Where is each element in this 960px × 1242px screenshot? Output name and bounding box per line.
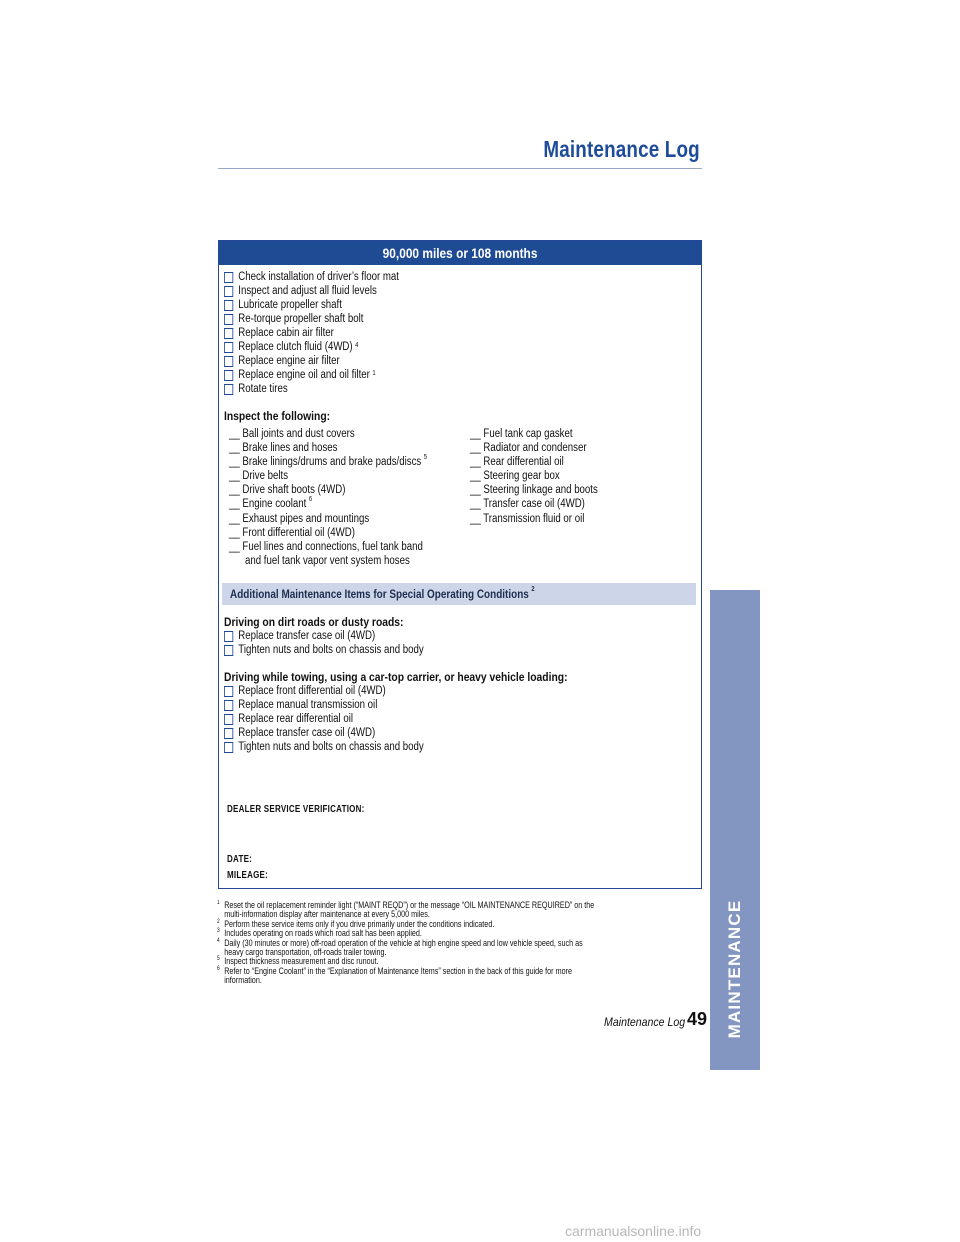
- mileage-label: MILEAGE:: [227, 870, 269, 881]
- footnote-ref: 1: [372, 370, 376, 377]
- checklist-item-text: Replace transfer case oil (4WD): [238, 630, 376, 642]
- checklist-item: [224, 684, 424, 698]
- maintenance-log-box: [218, 240, 702, 889]
- footnote-text-continued: information.: [224, 975, 262, 986]
- page-title: Maintenance Log: [543, 136, 700, 162]
- inspect-item-text: __ Drive shaft boots (4WD): [229, 484, 346, 497]
- checkbox[interactable]: [224, 384, 233, 395]
- checkbox[interactable]: [224, 728, 233, 739]
- footer-section-label: Maintenance Log: [603, 1015, 685, 1029]
- inspect-item-text: __ Ball joints and dust covers: [229, 428, 355, 440]
- footnote-text: Daily (30 minutes or more) off-road operation of the vehicle at high engine speed and low vehicle speed, such as: [224, 937, 583, 948]
- inspect-item-text: __ Steering linkage and boots: [470, 484, 598, 497]
- additional-maintenance-band: [222, 583, 696, 605]
- additional-maintenance-title: Additional Maintenance Items for Special Operating Conditions $^2$: [230, 586, 535, 601]
- checklist-item: [224, 643, 424, 657]
- inspect-item-continued: and fuel tank vapor vent system hoses: [244, 554, 410, 567]
- footnote-text: Refer to “Engine Coolant” in the “Explanation of Maintenance Items” section in the back of this guide for more: [224, 965, 572, 976]
- checklist-item-text: Replace transfer case oil (4WD): [238, 727, 376, 739]
- checklist-item-text: Tighten nuts and bolts on chassis and body: [238, 644, 424, 656]
- inspect-item: [229, 540, 427, 568]
- inspect-item-text: __ Engine coolant: [229, 498, 307, 511]
- checklist-item-text: Replace manual transmission oil: [238, 699, 378, 711]
- footnote-ref: 6: [308, 496, 313, 504]
- title-divider: [218, 168, 702, 169]
- inspect-item-text: __ Brake lines and hoses: [229, 442, 338, 455]
- checklist-item: [224, 726, 424, 740]
- checklist-item: [224, 326, 399, 340]
- inspect-item-text: __ Drive belts: [229, 470, 289, 483]
- checkbox[interactable]: [224, 342, 233, 353]
- towing-checklist: [224, 684, 424, 754]
- checklist-item-text: Replace front differential oil (4WD): [238, 685, 386, 697]
- inspect-item: [470, 469, 598, 483]
- footnote-text: Includes operating on roads which road salt has been applied.: [224, 928, 422, 939]
- checklist-item: [224, 629, 424, 643]
- inspect-item: [229, 441, 427, 455]
- checkbox[interactable]: [224, 356, 233, 367]
- inspect-item-text: __ Rear differential oil: [470, 456, 564, 469]
- checklist-item-text: Rotate tires: [238, 383, 288, 395]
- checklist-item-text: Lubricate propeller shaft: [238, 299, 342, 311]
- checklist-item: [224, 740, 424, 754]
- inspect-item-text: __ Transmission fluid or oil: [470, 512, 585, 525]
- service-checklist: [224, 270, 399, 396]
- footnote-text: Perform these service items only if you drive primarily under the conditions indicated.: [224, 918, 495, 929]
- inspect-item: [229, 469, 427, 483]
- checklist-item: [224, 368, 399, 382]
- checklist-item-text: Tighten nuts and bolts on chassis and body: [238, 741, 424, 753]
- dirt-roads-checklist: [224, 629, 424, 657]
- footnote: [217, 967, 604, 986]
- inspect-item: [470, 455, 598, 469]
- checkbox[interactable]: [224, 370, 233, 381]
- checklist-item-text: Replace engine oil and oil filter: [238, 369, 370, 381]
- checklist-item: [224, 270, 399, 284]
- checklist-item: [224, 298, 399, 312]
- checklist-item-text: Check installation of driver’s floor mat: [238, 271, 399, 283]
- footnote-ref: 4: [355, 342, 359, 349]
- checkbox[interactable]: [224, 714, 233, 725]
- checkbox[interactable]: [224, 645, 233, 656]
- checkbox[interactable]: [224, 328, 233, 339]
- footnote-text: Inspect thickness measurement and disc runout.: [224, 956, 379, 967]
- checklist-item-text: Re-torque propeller shaft bolt: [238, 313, 364, 325]
- inspect-item: [229, 483, 427, 497]
- inspect-list-right: [470, 427, 598, 526]
- footnote-number: 1: [217, 900, 220, 906]
- checkbox[interactable]: [224, 286, 233, 297]
- footnote: [217, 901, 604, 920]
- inspect-item-text: __ Fuel tank cap gasket: [470, 428, 573, 440]
- inspect-heading: Inspect the following:: [224, 409, 331, 423]
- inspect-item-text: __ Steering gear box: [470, 470, 560, 483]
- checkbox[interactable]: [224, 742, 233, 753]
- footnote-number: 6: [217, 965, 220, 972]
- inspect-item-text: __ Exhaust pipes and mountings: [229, 512, 370, 525]
- checkbox[interactable]: [224, 272, 233, 283]
- footnote-text-continued: multi-information display after maintenance at every 5,000 miles.: [224, 909, 430, 920]
- towing-heading: Driving while towing, using a car-top carrier, or heavy vehicle loading:: [224, 670, 568, 684]
- checkbox[interactable]: [224, 300, 233, 311]
- inspect-item: [470, 483, 598, 497]
- checklist-item-text: Replace cabin air filter: [238, 327, 334, 339]
- footnote-number: 5: [217, 956, 220, 963]
- footnote-ref: 5: [423, 454, 428, 462]
- checkbox[interactable]: [224, 631, 233, 642]
- checklist-item-text: Replace engine air filter: [238, 355, 340, 367]
- checklist-item: [224, 698, 424, 712]
- interval-header: 90,000 miles or 108 months: [219, 241, 701, 265]
- footnote-number: 4: [217, 937, 220, 944]
- inspect-item: [470, 512, 598, 526]
- inspect-item: [470, 441, 598, 455]
- checklist-item: [224, 712, 424, 726]
- checkbox[interactable]: [224, 314, 233, 325]
- footnote: [217, 939, 604, 958]
- footnotes: [217, 901, 604, 986]
- inspect-item: [229, 455, 427, 469]
- inspect-item: [229, 497, 427, 511]
- dirt-roads-heading: Driving on dirt roads or dusty roads:: [224, 615, 404, 629]
- checklist-item: [224, 382, 399, 396]
- checklist-item: [224, 312, 399, 326]
- inspect-item: [229, 427, 427, 441]
- page-number: 49: [687, 1009, 708, 1029]
- inspect-item-text: __ Fuel lines and connections, fuel tank band: [229, 540, 423, 553]
- checkbox[interactable]: [224, 700, 233, 711]
- inspect-item-text: __ Front differential oil (4WD): [229, 526, 355, 539]
- dealer-verification-label: DEALER SERVICE VERIFICATION:: [227, 804, 365, 815]
- checklist-item: [224, 354, 399, 368]
- checklist-item: [224, 340, 399, 354]
- footnote-text: Reset the oil replacement reminder light (“MAINT REQD”) or the message “OIL MAINTENANCE REQUIRED” on the: [224, 900, 595, 910]
- side-tab-label: MAINTENANCE: [725, 899, 744, 1039]
- checklist-item: [224, 284, 399, 298]
- watermark: carmanualsonline.info: [565, 1223, 702, 1239]
- inspect-item-text: __ Brake linings/drums and brake pads/discs: [229, 456, 422, 469]
- inspect-list-left: [229, 427, 427, 568]
- checklist-item-text: Inspect and adjust all fluid levels: [238, 285, 377, 297]
- date-label: DATE:: [227, 854, 253, 865]
- footnote-number: 2: [217, 918, 220, 925]
- checklist-item-text: Replace clutch fluid (4WD): [238, 341, 353, 353]
- inspect-item-text: __ Radiator and condenser: [470, 442, 587, 455]
- inspect-item: [470, 427, 598, 441]
- footnote-text-continued: heavy cargo transportation, off-roads trailer towing.: [224, 947, 387, 958]
- inspect-item: [470, 497, 598, 511]
- footnote-number: 3: [217, 928, 220, 935]
- inspect-item: [229, 512, 427, 526]
- inspect-item: [229, 526, 427, 540]
- checklist-item-text: Replace rear differential oil: [238, 713, 354, 725]
- checkbox[interactable]: [224, 686, 233, 697]
- inspect-item-text: __ Transfer case oil (4WD): [470, 498, 585, 511]
- section-side-tab: [710, 590, 760, 1070]
